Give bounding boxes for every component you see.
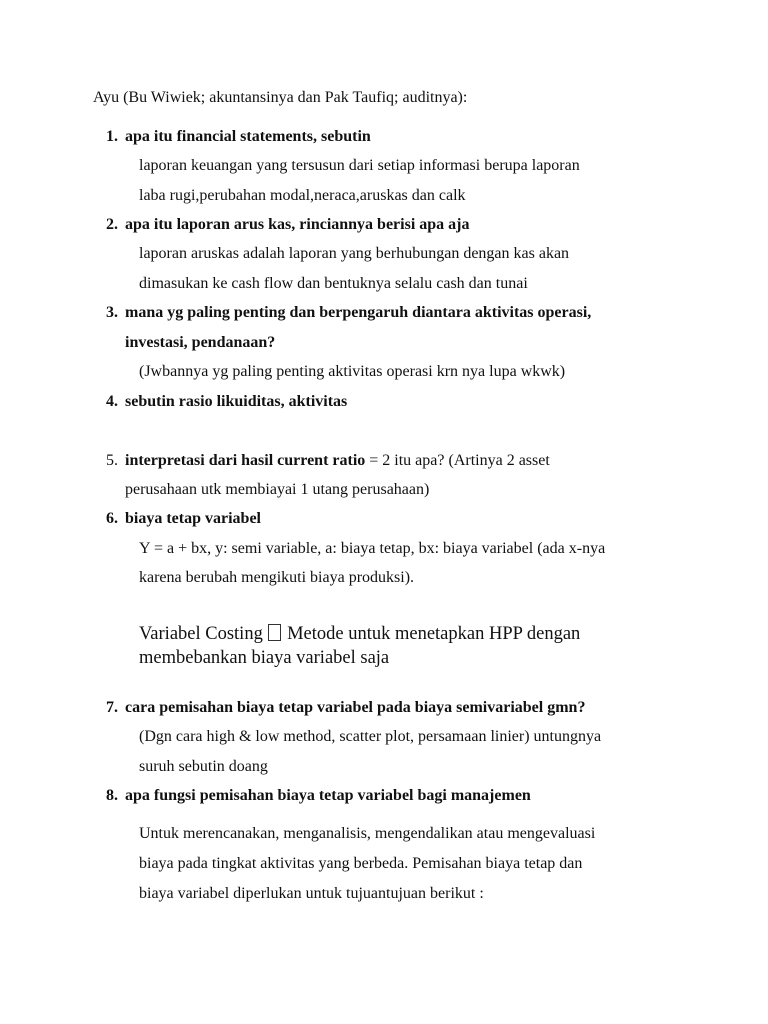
- question-text-continued: investasi, pendanaan?: [125, 334, 276, 351]
- answer-text: dimasukan ke cash flow dan bentuknya selalu cash dan tunai: [139, 275, 528, 292]
- note-term: Variabel Costing: [139, 624, 263, 644]
- item-number: 2.: [106, 216, 118, 233]
- question-text: sebutin rasio likuiditas, aktivitas: [125, 393, 348, 410]
- item-number: 8.: [106, 787, 118, 804]
- answer-text: biaya variabel diperlukan untuk tujuantujuan berikut :: [139, 885, 484, 902]
- note-definition: Metode untuk menetapkan HPP dengan: [282, 624, 581, 644]
- answer-text: Y = a + bx, y: semi variable, a: biaya tetap, bx: biaya variabel (ada x-nya: [139, 540, 606, 557]
- answer-text: (Jwbannya yg paling penting aktivitas operasi krn nya lupa wkwk): [139, 363, 566, 380]
- item-number: 7.: [106, 699, 118, 716]
- item-number: 4.: [106, 393, 118, 410]
- answer-text: laba rugi,perubahan modal,neraca,aruskas dan calk: [139, 187, 466, 204]
- question-text: apa fungsi pemisahan biaya tetap variabel bagi manajemen: [125, 787, 531, 804]
- item-number: 5.: [106, 452, 118, 469]
- answer-text: karena berubah mengikuti biaya produksi).: [139, 569, 415, 586]
- answer-text: (Dgn cara high & low method, scatter plot, persamaan linier) untungnya: [139, 728, 602, 745]
- item-number: 6.: [106, 510, 118, 527]
- answer-text: suruh sebutin doang: [139, 758, 268, 775]
- item-number: 3.: [106, 304, 118, 321]
- question-text: [125, 451, 550, 471]
- question-text: apa itu financial statements, sebutin: [125, 128, 371, 145]
- variable-costing-note: [139, 623, 580, 646]
- question-text-continued: perusahaan utk membiayai 1 utang perusahaan): [125, 481, 430, 498]
- variable-costing-note-continued: membebankan biaya variabel saja: [139, 648, 390, 668]
- question-text: cara pemisahan biaya tetap variabel pada biaya semivariabel gmn?: [125, 699, 586, 716]
- question-text: biaya tetap variabel: [125, 510, 261, 527]
- question-text: mana yg paling penting dan berpengaruh diantara aktivitas operasi,: [125, 304, 592, 321]
- item-number: 1.: [106, 128, 118, 145]
- answer-text: Untuk merencanakan, menganalisis, mengendalikan atau mengevaluasi: [139, 825, 596, 842]
- question-text: apa itu laporan arus kas, rinciannya berisi apa aja: [125, 216, 470, 233]
- answer-text: biaya pada tingkat aktivitas yang berbeda. Pemisahan biaya tetap dan: [139, 855, 583, 872]
- missing-glyph-icon: [268, 624, 281, 641]
- question-bold-part: interpretasi dari hasil current ratio: [125, 452, 366, 469]
- question-rest-part: = 2 itu apa? (Artinya 2 asset: [365, 452, 550, 469]
- intro-line: Ayu (Bu Wiwiek; akuntansinya dan Pak Taufiq; auditnya):: [93, 89, 468, 106]
- answer-text: laporan aruskas adalah laporan yang berhubungan dengan kas akan: [139, 245, 570, 262]
- answer-text: laporan keuangan yang tersusun dari setiap informasi berupa laporan: [139, 157, 580, 174]
